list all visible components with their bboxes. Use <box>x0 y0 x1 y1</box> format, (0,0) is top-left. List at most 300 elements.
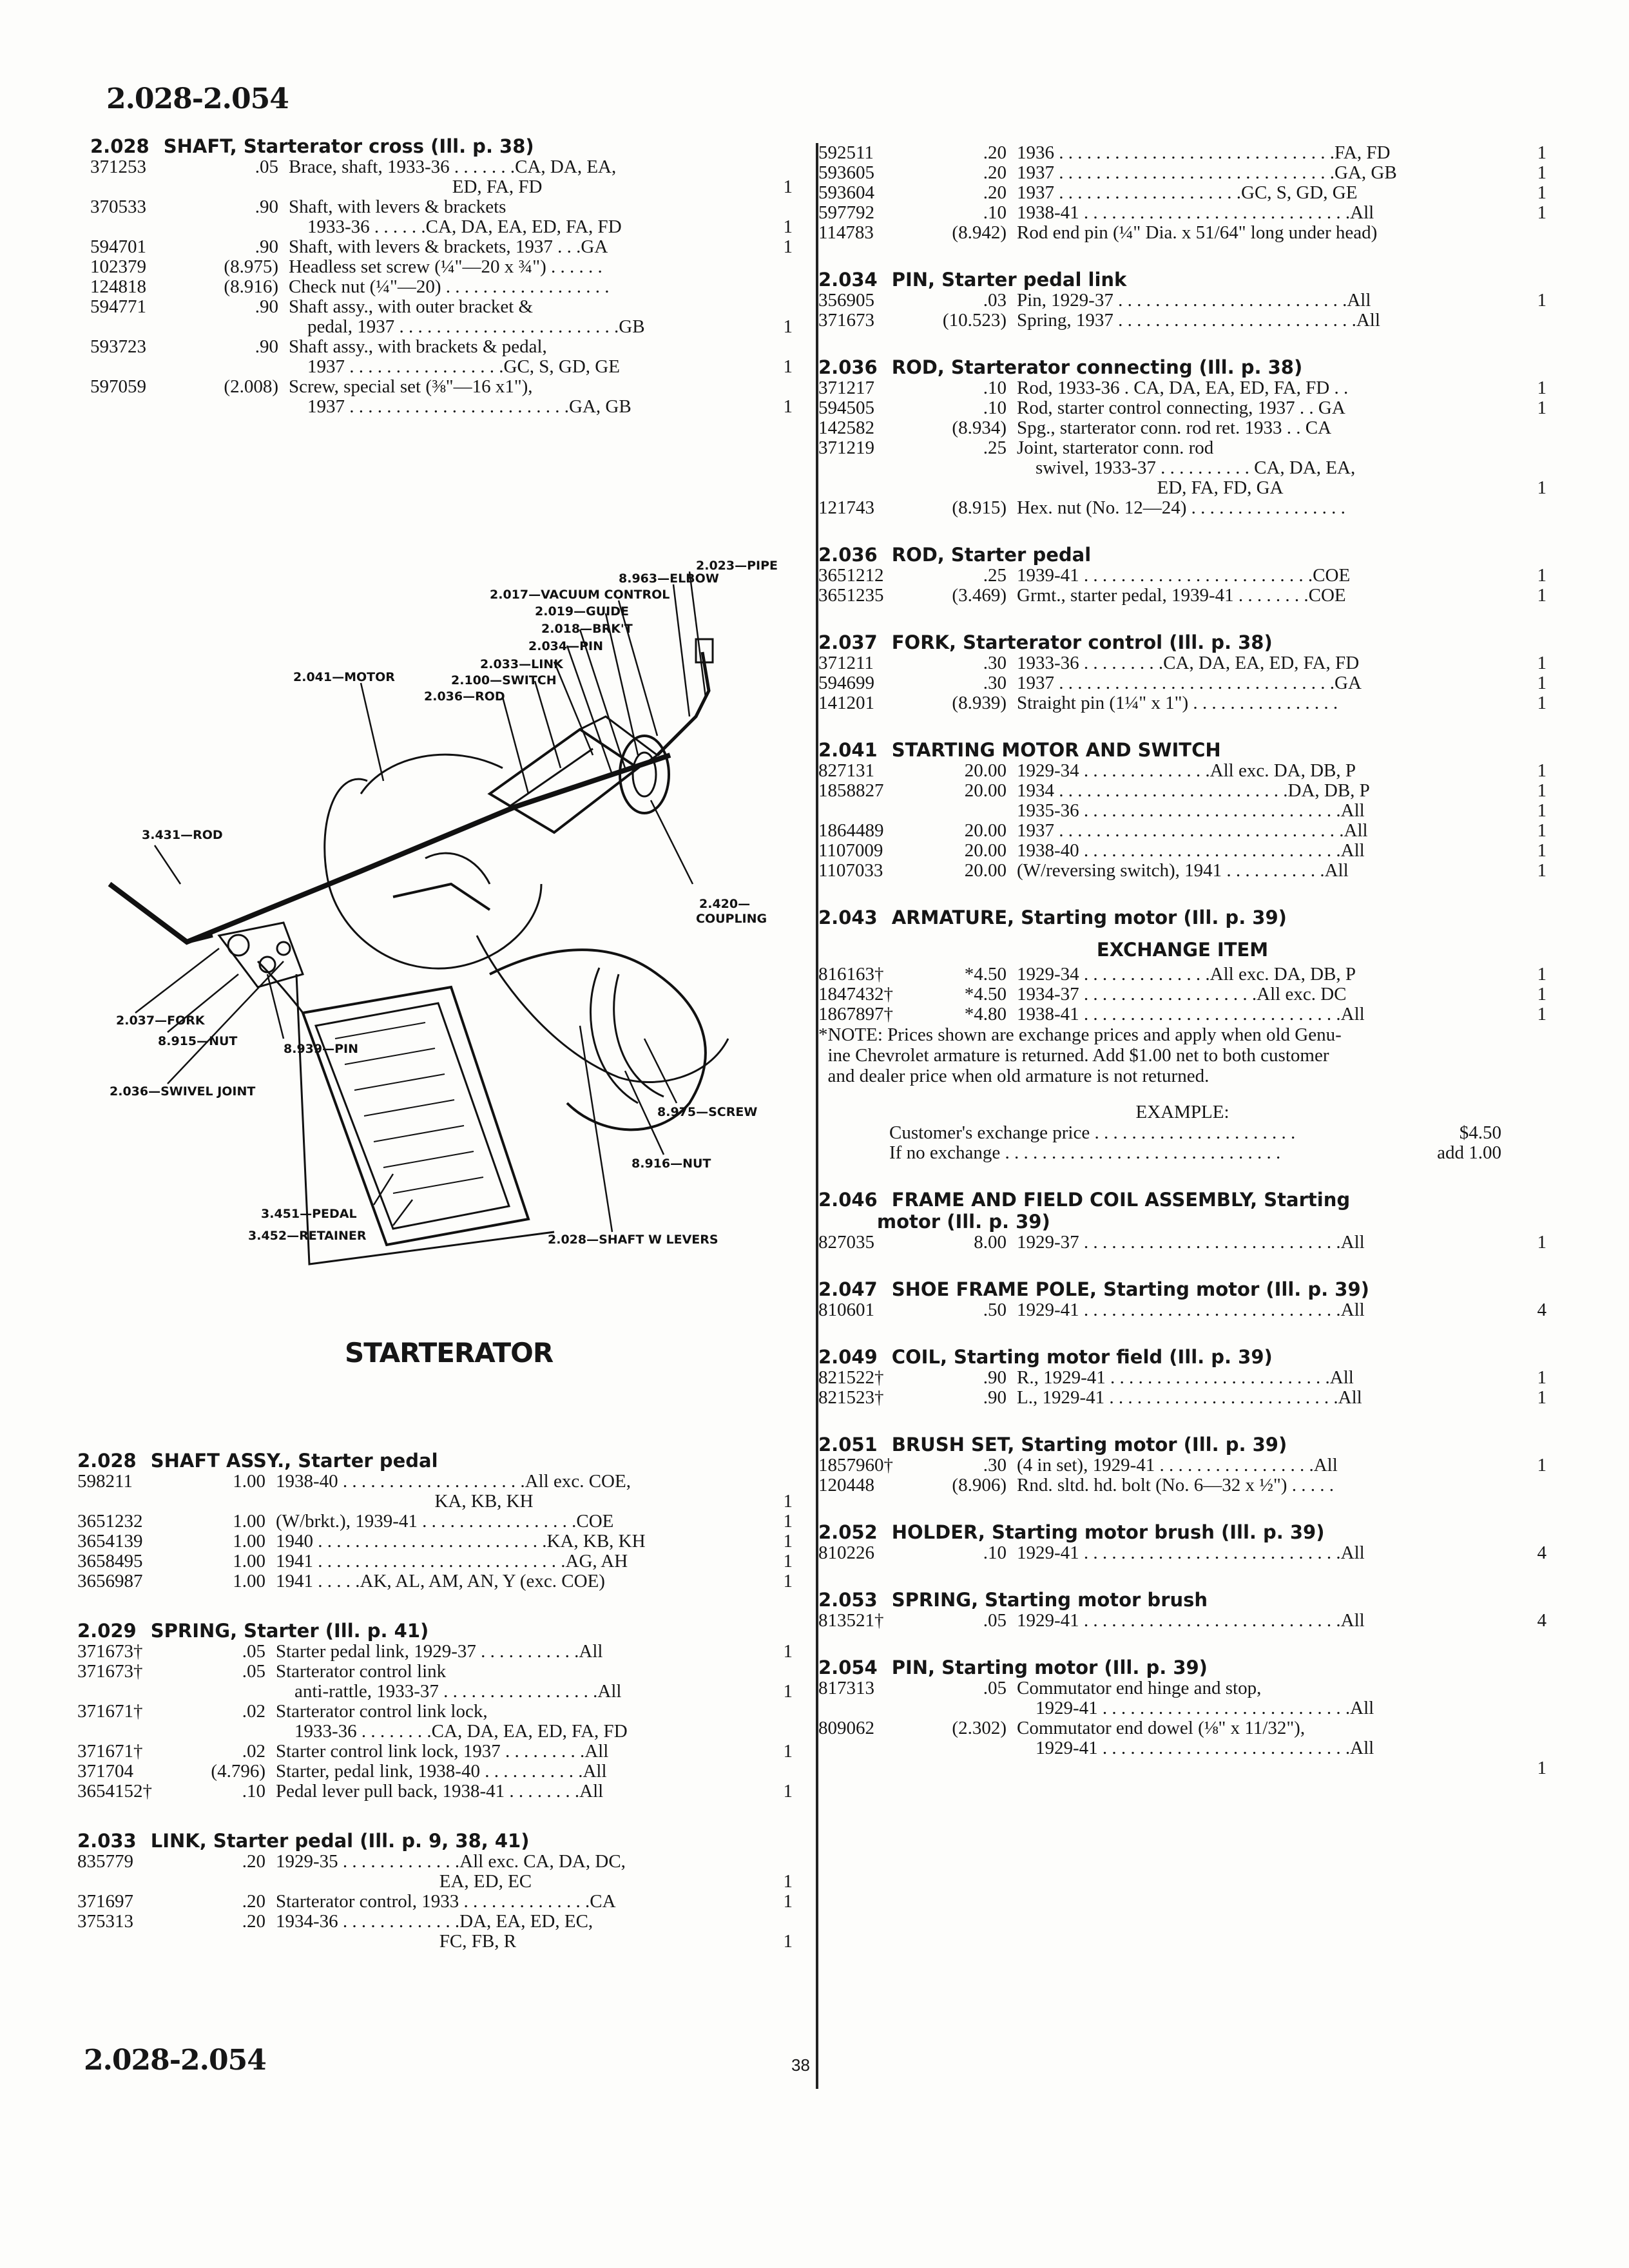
part-number: 370533 <box>90 197 146 217</box>
part-row <box>818 781 1547 801</box>
part-number: 592511 <box>818 142 874 163</box>
part-price: .03 <box>983 290 1007 311</box>
part-description: Pin, 1929-37 . . . . . . . . . . . . . . . . . . . . . . . . .All <box>1017 290 1371 311</box>
callout-8.916: 8.916—NUT <box>631 1157 711 1171</box>
part-row <box>818 1300 1547 1320</box>
part-description: Starterator control link lock, 1933-36 . . . . . . . .CA, DA, EA, ED, FA, FD <box>276 1701 628 1742</box>
part-quantity: 1 <box>1537 800 1547 821</box>
section-title: PIN, Starting motor (Ill. p. 39) <box>891 1657 1208 1678</box>
parts-section <box>818 631 1547 713</box>
section-number: 2.047 <box>818 1278 878 1300</box>
example-label: Customer's exchange price . . . . . . . . . . . . . . . . . . . . . . <box>889 1122 1296 1143</box>
part-row <box>90 277 793 297</box>
part-number: 371671† <box>77 1701 143 1722</box>
part-number: 593605 <box>818 162 874 183</box>
section-heading <box>818 1434 1547 1456</box>
section-number: 2.046 <box>818 1189 878 1211</box>
part-description: Shaft, with levers & brackets, 1937 . . .GA <box>289 236 608 257</box>
part-quantity: 1 <box>1537 653 1547 673</box>
part-row <box>818 163 1547 183</box>
part-row <box>818 673 1547 693</box>
callout-2.041: 2.041—MOTOR <box>293 670 395 684</box>
section-title: STARTING MOTOR AND SWITCH <box>891 739 1221 761</box>
starterator-drawing <box>90 523 786 1296</box>
part-row <box>818 311 1547 331</box>
parts-section <box>818 1346 1547 1408</box>
part-number: 375313 <box>77 1911 133 1932</box>
part-row <box>90 257 793 277</box>
example-row <box>818 1123 1547 1143</box>
part-number: 594771 <box>90 296 146 317</box>
part-description: Hex. nut (No. 12—24) . . . . . . . . . . . . . . . . . <box>1017 497 1345 518</box>
part-quantity: 1 <box>1537 565 1547 586</box>
callout-2.028: 2.028—SHAFT W LEVERS <box>548 1233 718 1247</box>
part-quantity: 1 <box>1537 585 1547 606</box>
page-range-top: 2.028-2.054 <box>106 82 289 115</box>
part-row <box>77 1742 793 1762</box>
part-description: Commutator end dowel (⅛" x 11/32"), 1929-41 . . . . . . . . . . . . . . . . . . . . . . . . . . .All <box>1017 1718 1374 1758</box>
part-description: 1929-34 . . . . . . . . . . . . . .All exc. DA, DB, P <box>1017 760 1356 781</box>
part-number: 817313 <box>818 1678 874 1698</box>
example-value: $4.50 <box>1459 1122 1501 1143</box>
parts-section <box>818 1521 1547 1563</box>
part-price: .25 <box>983 565 1007 586</box>
part-price: .02 <box>242 1701 265 1722</box>
part-price: .90 <box>255 296 278 317</box>
part-price: .10 <box>983 378 1007 398</box>
part-quantity: 1 <box>783 236 793 257</box>
part-quantity: 1 <box>1537 984 1547 1004</box>
part-quantity: 1 <box>783 1871 793 1892</box>
section-title: ROD, Starterator connecting (Ill. p. 38) <box>891 356 1303 378</box>
part-description: Shaft assy., with outer bracket & pedal, 1937 . . . . . . . . . . . . . . . . . . . . . . . .GB <box>289 296 645 337</box>
part-row <box>77 1472 793 1512</box>
part-row <box>77 1662 793 1702</box>
part-price: (2.008) <box>224 376 278 397</box>
part-row <box>818 223 1547 243</box>
part-row <box>818 965 1547 985</box>
part-row <box>818 1368 1547 1388</box>
part-price: 20.00 <box>964 760 1007 781</box>
part-quantity: 1 <box>1537 202 1547 223</box>
section-number: 2.053 <box>818 1589 878 1611</box>
part-price: (8.975) <box>224 256 278 277</box>
part-number: 371704 <box>77 1761 133 1782</box>
section-number: 2.033 <box>77 1830 137 1852</box>
part-description: 1929-41 . . . . . . . . . . . . . . . . . . . . . . . . . . . .All <box>1017 1610 1365 1631</box>
part-quantity: 1 <box>1537 760 1547 781</box>
part-price: (8.906) <box>952 1475 1007 1495</box>
part-number: 371697 <box>77 1891 133 1912</box>
part-price: (3.469) <box>952 585 1007 606</box>
parts-section <box>90 135 793 417</box>
section-heading <box>77 1830 793 1852</box>
part-description: L., 1929-41 . . . . . . . . . . . . . . . . . . . . . . . . .All <box>1017 1387 1362 1408</box>
part-row <box>90 157 793 197</box>
part-row <box>818 1456 1547 1475</box>
parts-section <box>818 739 1547 881</box>
part-quantity: 1 <box>1537 290 1547 311</box>
section-number: 2.036 <box>818 356 878 378</box>
part-price: (8.934) <box>952 418 1007 438</box>
section-title: HOLDER, Starting motor brush (Ill. p. 39) <box>891 1521 1325 1543</box>
part-description: Starter control link lock, 1937 . . . . . . . . .All <box>276 1741 609 1762</box>
part-quantity: 1 <box>1537 780 1547 801</box>
part-quantity: 1 <box>1537 964 1547 985</box>
section-number: 2.043 <box>818 907 878 928</box>
part-description: 1934 . . . . . . . . . . . . . . . . . . . . . . . . .DA, DB, P <box>1017 780 1370 801</box>
section-number: 2.041 <box>818 739 878 761</box>
section-heading <box>90 135 793 157</box>
part-number: 142582 <box>818 418 874 438</box>
part-quantity: 1 <box>783 356 793 377</box>
part-description: 1929-35 . . . . . . . . . . . . .All exc. CA, DA, DC, EA, ED, EC <box>276 1851 626 1892</box>
part-number: 1858827 <box>818 780 884 801</box>
part-description: 1941 . . . . . . . . . . . . . . . . . . . . . . . . . . .AG, AH <box>276 1551 628 1571</box>
exchange-item-heading: EXCHANGE ITEM <box>1096 939 1269 961</box>
part-row <box>77 1782 793 1802</box>
example-row <box>818 1143 1547 1163</box>
part-price: .90 <box>255 236 278 257</box>
part-row <box>818 586 1547 606</box>
section-heading <box>77 1450 793 1472</box>
left-column-top <box>90 135 793 443</box>
section-number: 2.034 <box>818 269 878 291</box>
section-title: SPRING, Starter (Ill. p. 41) <box>150 1620 429 1642</box>
parts-section <box>818 1434 1547 1495</box>
part-description: 1938-40 . . . . . . . . . . . . . . . . . . . .All exc. COE, KA, KB, KH <box>276 1471 631 1512</box>
part-row <box>818 653 1547 673</box>
part-number: 3658495 <box>77 1551 143 1571</box>
part-number: 827035 <box>818 1232 874 1253</box>
part-quantity: 1 <box>1537 820 1547 841</box>
callout-coupling: COUPLING <box>696 912 767 926</box>
callout-3.451: 3.451—PEDAL <box>261 1207 357 1221</box>
part-quantity: 1 <box>783 1641 793 1662</box>
part-row <box>77 1642 793 1662</box>
section-number: 2.049 <box>818 1346 878 1368</box>
callout-8.939: 8.939—PIN <box>284 1042 358 1056</box>
part-number: 810601 <box>818 1300 874 1320</box>
callout-8.975: 8.975—SCREW <box>657 1105 758 1119</box>
part-quantity: 1 <box>783 1491 793 1512</box>
part-quantity: 4 <box>1537 1610 1547 1631</box>
section-number: 2.028 <box>77 1450 137 1472</box>
part-description: Starter, pedal link, 1938-40 . . . . . . . . . . .All <box>276 1761 607 1782</box>
part-description: 1929-37 . . . . . . . . . . . . . . . . . . . . . . . . . . . .All <box>1017 1232 1365 1253</box>
section-title: PIN, Starter pedal link <box>891 269 1127 291</box>
part-number: 813521† <box>818 1610 884 1631</box>
part-number: 1857960† <box>818 1455 893 1475</box>
section-heading <box>77 1620 793 1642</box>
part-number: 356905 <box>818 290 874 311</box>
part-price: .10 <box>983 1542 1007 1563</box>
part-row <box>818 1233 1547 1253</box>
callout-3.452: 3.452—RETAINER <box>248 1229 367 1243</box>
example-label: If no exchange . . . . . . . . . . . . . . . . . . . . . . . . . . . . . . <box>889 1142 1281 1163</box>
section-number: 2.028 <box>90 135 149 157</box>
part-number: 3651235 <box>818 585 884 606</box>
part-row <box>818 1475 1547 1495</box>
part-quantity: 1 <box>783 1741 793 1762</box>
part-description: Rod end pin (¼" Dia. x 51/64" long under head) <box>1017 222 1378 243</box>
part-row <box>818 398 1547 418</box>
part-price: (8.942) <box>952 222 1007 243</box>
part-number: 371217 <box>818 378 874 398</box>
part-price: 1.00 <box>233 1551 265 1571</box>
part-price: .05 <box>242 1641 265 1662</box>
part-price: .20 <box>242 1891 265 1912</box>
part-price: *4.50 <box>964 984 1007 1004</box>
figure-caption: STARTERATOR <box>345 1337 554 1369</box>
part-row <box>77 1532 793 1552</box>
section-heading <box>818 1278 1547 1300</box>
part-description: 1934-36 . . . . . . . . . . . . .DA, EA, ED, EC, FC, FB, R <box>276 1911 593 1952</box>
part-number: 594505 <box>818 398 874 418</box>
part-description: R., 1929-41 . . . . . . . . . . . . . . . . . . . . . . . .All <box>1017 1367 1354 1388</box>
part-description: Brace, shaft, 1933-36 . . . . . . .CA, DA, EA, ED, FA, FD <box>289 157 617 197</box>
part-number: 593604 <box>818 182 874 203</box>
part-price: .25 <box>983 437 1007 458</box>
parts-section <box>818 356 1547 518</box>
part-price: .10 <box>983 202 1007 223</box>
part-row <box>77 1892 793 1912</box>
part-number: 3651232 <box>77 1511 143 1532</box>
part-description: 1937 . . . . . . . . . . . . . . . . . . . . . . . . . . . . . .GA, GB <box>1017 162 1397 183</box>
callout-8.915: 8.915—NUT <box>158 1034 238 1048</box>
part-description: 1933-36 . . . . . . . . .CA, DA, EA, ED, FA, FD <box>1017 653 1360 673</box>
part-number: 371671† <box>77 1741 143 1762</box>
part-number: 1847432† <box>818 984 893 1004</box>
part-description: 1939-41 . . . . . . . . . . . . . . . . . . . . . . . . .COE <box>1017 565 1351 586</box>
part-row <box>77 1512 793 1532</box>
example-value: add 1.00 <box>1437 1142 1501 1163</box>
callout-2.034: 2.034—PIN <box>528 639 603 653</box>
part-price: .20 <box>983 162 1007 183</box>
part-description: 1938-40 . . . . . . . . . . . . . . . . . . . . . . . . . . . .All <box>1017 840 1365 861</box>
part-quantity: 1 <box>783 1681 793 1702</box>
callout-3.431: 3.431—ROD <box>142 828 223 842</box>
part-price: .02 <box>242 1741 265 1762</box>
part-price: .30 <box>983 653 1007 673</box>
part-price: (8.939) <box>952 693 1007 713</box>
part-price: (2.302) <box>952 1718 1007 1738</box>
part-row <box>77 1702 793 1742</box>
part-price: .20 <box>983 182 1007 203</box>
part-number: 598211 <box>77 1471 133 1492</box>
callout-2.023: 2.023—PIPE <box>696 559 778 573</box>
section-number: 2.029 <box>77 1620 137 1642</box>
part-quantity: 1 <box>783 216 793 237</box>
part-description: Screw, special set (⅜"—16 x1"), 1937 . . . . . . . . . . . . . . . . . . . . . . . .GA, GB <box>289 376 631 417</box>
part-row <box>818 861 1547 881</box>
callout-2.018: 2.018—BRK'T <box>541 622 633 636</box>
callout-2.420: 2.420— <box>699 897 751 911</box>
part-description: 1938-41 . . . . . . . . . . . . . . . . . . . . . . . . . . . .All <box>1017 1004 1365 1024</box>
part-quantity: 1 <box>1537 1758 1547 1778</box>
part-description: 1937 . . . . . . . . . . . . . . . . . . . . . . . . . . . . . .GA <box>1017 673 1362 693</box>
part-quantity: 1 <box>1537 1367 1547 1388</box>
part-quantity: 1 <box>783 1511 793 1532</box>
part-number: 3654152† <box>77 1781 152 1802</box>
part-price: .10 <box>242 1781 265 1802</box>
part-quantity: 1 <box>783 396 793 417</box>
section-number: 2.051 <box>818 1434 878 1456</box>
parts-section <box>77 1450 793 1591</box>
part-price: 1.00 <box>233 1531 265 1552</box>
part-row <box>818 841 1547 861</box>
section-title: COIL, Starting motor field (Ill. p. 39) <box>891 1346 1273 1368</box>
part-description: Pedal lever pull back, 1938-41 . . . . . . . .All <box>276 1781 604 1802</box>
part-row <box>818 143 1547 163</box>
section-heading <box>818 739 1547 761</box>
section-heading <box>818 1189 1547 1233</box>
part-price: 20.00 <box>964 860 1007 881</box>
page-number: 38 <box>791 2055 810 2075</box>
part-description: 1937 . . . . . . . . . . . . . . . . . . . . . . . . . . . . . . .All <box>1017 820 1368 841</box>
page-range-bottom: 2.028-2.054 <box>84 2044 266 2077</box>
part-row <box>818 498 1547 518</box>
part-row <box>90 377 793 417</box>
part-price: *4.50 <box>964 964 1007 985</box>
part-price: 1.00 <box>233 1471 265 1492</box>
left-column-bottom <box>77 1450 793 1980</box>
parts-section <box>818 544 1547 606</box>
part-price: 20.00 <box>964 780 1007 801</box>
parts-section <box>818 907 1547 1163</box>
part-row <box>818 1004 1547 1024</box>
section-title: FORK, Starterator control (Ill. p. 38) <box>891 631 1273 653</box>
part-quantity: 1 <box>1537 693 1547 713</box>
part-number: 821523† <box>818 1387 884 1408</box>
part-price: .10 <box>983 398 1007 418</box>
part-quantity: 1 <box>783 1931 793 1952</box>
part-number: 1867897† <box>818 1004 893 1024</box>
part-number: 371219 <box>818 437 874 458</box>
part-number: 371211 <box>818 653 874 673</box>
part-description: Rnd. sltd. hd. bolt (No. 6—32 x ½") . . . . . <box>1017 1475 1334 1495</box>
part-description: 1935-36 . . . . . . . . . . . . . . . . . . . . . . . . . . . .All <box>1017 800 1365 821</box>
part-price: .50 <box>983 1300 1007 1320</box>
part-number: 3656987 <box>77 1571 143 1591</box>
part-row <box>818 1718 1547 1778</box>
part-row <box>818 438 1547 498</box>
part-description: 1941 . . . . .AK, AL, AM, AN, Y (exc. COE) <box>276 1571 605 1591</box>
part-number: 594701 <box>90 236 146 257</box>
part-price: .20 <box>242 1851 265 1872</box>
part-price: 20.00 <box>964 840 1007 861</box>
part-description: 1934-37 . . . . . . . . . . . . . . . . . . .All exc. DC <box>1017 984 1347 1004</box>
part-row <box>77 1852 793 1892</box>
part-price: .30 <box>983 673 1007 693</box>
part-quantity: 1 <box>1537 1387 1547 1408</box>
part-description: Shaft assy., with brackets & pedal, 1937 . . . . . . . . . . . . . . . . .GC, S, GD, GE <box>289 336 620 377</box>
callout-2.037: 2.037—FORK <box>116 1014 205 1028</box>
part-description: 1936 . . . . . . . . . . . . . . . . . . . . . . . . . . . . . .FA, FD <box>1017 142 1391 163</box>
section-heading <box>818 1521 1547 1543</box>
part-description: Joint, starterator conn. rod swivel, 1933-37 . . . . . . . . . . CA, DA, EA, ED, FA, FD, GA <box>1017 437 1356 498</box>
part-description: 1929-34 . . . . . . . . . . . . . .All exc. DA, DB, P <box>1017 964 1356 985</box>
part-number: 120448 <box>818 1475 874 1495</box>
part-row <box>818 801 1547 821</box>
callout-8.963: 8.963—ELBOW <box>619 572 719 586</box>
part-description: (4 in set), 1929-41 . . . . . . . . . . . . . . . . .All <box>1017 1455 1338 1475</box>
part-number: 371673† <box>77 1661 143 1682</box>
section-number: 2.054 <box>818 1657 878 1678</box>
part-description: 1937 . . . . . . . . . . . . . . . . . . . .GC, S, GD, GE <box>1017 182 1358 203</box>
part-number: 1107009 <box>818 840 883 861</box>
part-price: .05 <box>983 1610 1007 1631</box>
part-row <box>818 418 1547 438</box>
part-price: .20 <box>242 1911 265 1932</box>
parts-section <box>818 1657 1547 1778</box>
part-number: 593723 <box>90 336 146 357</box>
part-row <box>818 1611 1547 1631</box>
section-title: LINK, Starter pedal (Ill. p. 9, 38, 41) <box>150 1830 530 1852</box>
part-price: .30 <box>983 1455 1007 1475</box>
section-heading <box>818 1346 1547 1368</box>
part-description: 1929-41 . . . . . . . . . . . . . . . . . . . . . . . . . . . .All <box>1017 1542 1365 1563</box>
part-number: 816163† <box>818 964 884 985</box>
part-row <box>818 761 1547 781</box>
part-description: Starterator control, 1933 . . . . . . . . . . . . . .CA <box>276 1891 616 1912</box>
part-quantity: 1 <box>1537 162 1547 183</box>
part-quantity: 4 <box>1537 1300 1547 1320</box>
part-quantity: 1 <box>783 1551 793 1571</box>
part-row <box>818 183 1547 203</box>
section-title: ROD, Starter pedal <box>891 544 1092 566</box>
part-number: 1107033 <box>818 860 883 881</box>
part-number: 597059 <box>90 376 146 397</box>
part-price: *4.80 <box>964 1004 1007 1024</box>
armature-note: *NOTE: Prices shown are exchange prices and apply when old Genu- ine Chevrolet armature is returned. Add $1.00 net to both customer and dealer price when old armature is not returned. <box>818 1024 1342 1086</box>
part-number: 835779 <box>77 1851 133 1872</box>
section-title: SHAFT, Starterator cross (Ill. p. 38) <box>163 135 534 157</box>
part-price: .90 <box>983 1367 1007 1388</box>
section-title: SPRING, Starting motor brush <box>891 1589 1208 1611</box>
section-heading <box>818 356 1547 378</box>
part-number: 3651212 <box>818 565 884 586</box>
part-row <box>77 1762 793 1782</box>
part-quantity: 1 <box>1537 182 1547 203</box>
part-row <box>818 378 1547 398</box>
part-row <box>818 566 1547 586</box>
part-number: 809062 <box>818 1718 874 1738</box>
part-price: .90 <box>983 1387 1007 1408</box>
part-price: 1.00 <box>233 1571 265 1591</box>
part-quantity: 1 <box>1537 673 1547 693</box>
part-quantity: 1 <box>1537 142 1547 163</box>
part-price: (4.796) <box>211 1761 265 1782</box>
section-heading <box>818 269 1547 291</box>
part-price: .05 <box>242 1661 265 1682</box>
part-price: 1.00 <box>233 1511 265 1532</box>
part-number: 821522† <box>818 1367 884 1388</box>
part-quantity: 1 <box>1537 378 1547 398</box>
part-description: Rod, 1933-36 . CA, DA, EA, ED, FA, FD . . <box>1017 378 1349 398</box>
part-quantity: 1 <box>1537 1455 1547 1475</box>
section-title: SHAFT ASSY., Starter pedal <box>150 1450 438 1472</box>
part-number: 594699 <box>818 673 874 693</box>
section-heading <box>818 631 1547 653</box>
part-description: 1929-41 . . . . . . . . . . . . . . . . . . . . . . . . . . . .All <box>1017 1300 1365 1320</box>
section-title: FRAME AND FIELD COIL ASSEMBLY, Starting motor (Ill. p. 39) <box>876 1189 1351 1233</box>
part-quantity: 1 <box>783 1891 793 1912</box>
part-quantity: 1 <box>783 1571 793 1591</box>
parts-section <box>77 1830 793 1952</box>
part-description: Starterator control link anti-rattle, 1933-37 . . . . . . . . . . . . . . . . .All <box>276 1661 622 1702</box>
part-price: .20 <box>983 142 1007 163</box>
